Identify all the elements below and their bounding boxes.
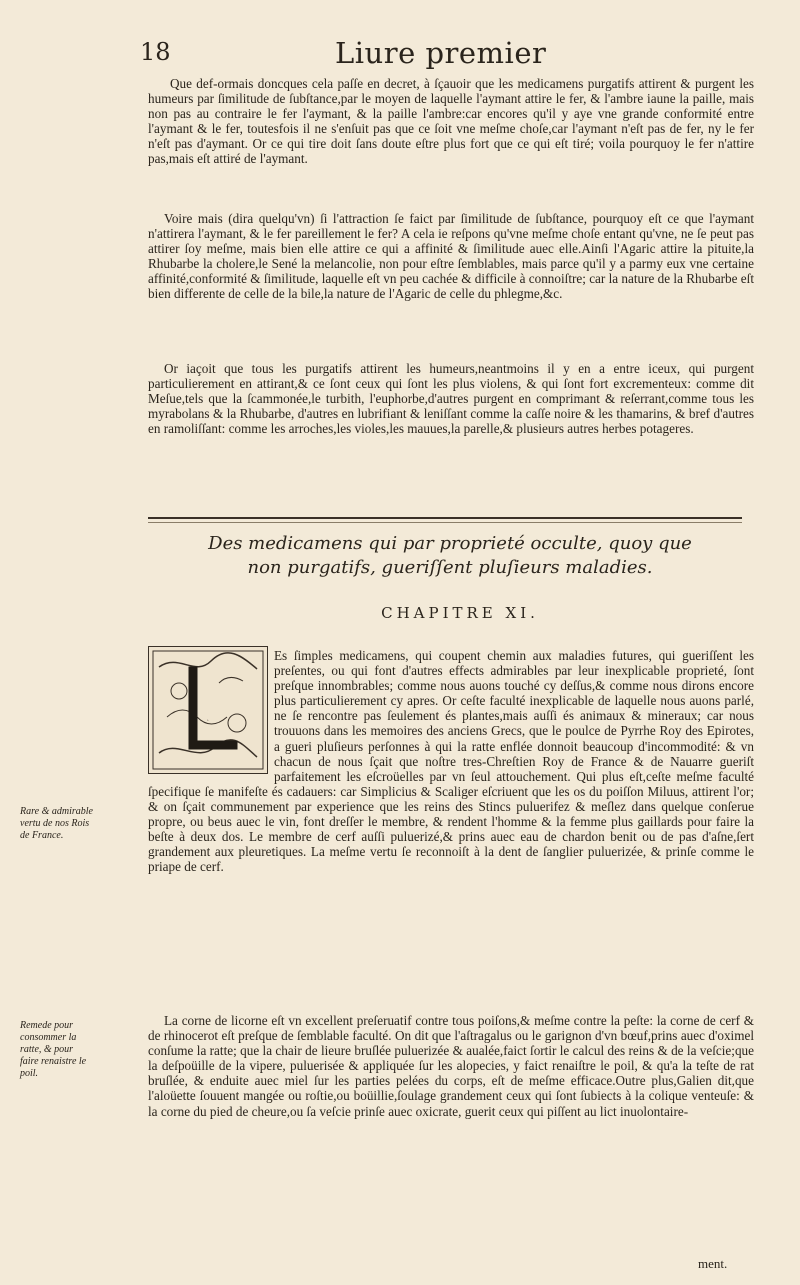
margin-note-royal-touch: Rare & admirable vertu de nos Rois de France. [20, 806, 93, 841]
svg-text:L: L [207, 720, 209, 722]
catchword: ment. [698, 1256, 728, 1271]
chapter-body-1 [148, 648, 754, 874]
chapter-title: Des medicamens qui par proprieté occulte, quoy que non purgatifs, gueriſſent pluſieurs maladies. [208, 533, 692, 578]
paragraph-2: Voire mais (dira quelqu'vn) ſi l'attraction ſe faict par ſimilitude de ſubſtance, pourquoy eſt ce que l'aymant n'attirera l'aymant, & le fer pareillement le fer? A cela ie reſpons qu'vne meſme choſe entant qu'vne, ne ſe peut pas attirer ſoy meſme, mais bien elle attire ce qui a affinité & ſimilitude auec elle.Ainſi l'Agaric attire la pituite,la Rhubarbe la cholere,le Sené la melancolie, non pour eſtre ſemblables, mais parce qu'il y a parmy eux vne certaine affinité,conformité & ſimilitude, laquelle eſt vn peu cachée & difficile à connoiſtre; car la nature de la Rhubarbe eſt bien differente de celle de la bile,la nature de l'Agaric de celle du phlegme,&c. [148, 211, 754, 302]
running-title: Liure premier [335, 36, 547, 70]
paragraph-3: Or iaçoit que tous les purgatifs attirent les humeurs,neantmoins il y en a entre iceux, qui purgent particulierement en attirant,& ce ſont ceux qui ſont les plus violens, & qui ſont fort excrementeux: comme dit Meſue,tels que la ſcammonée,le turbith, l'euphorbe,d'autres purgent en comprimant & reſerrant,comme tous les myrabolans & la Rhubarbe, d'autres en lubrifiant & leniſſant comme la caſſe noire & les thamarins, & bref d'autres en ramoliſſant: comme les arroches,les violes,les mauues,la parelle,& plusieurs autres herbes potageres. [148, 361, 754, 437]
margin-note-remedies: Remede pour consommer la ratte, & pour faire renaistre le poil. [20, 1020, 87, 1079]
initial-spacer [148, 648, 274, 772]
section-divider [148, 517, 742, 519]
page-header [140, 36, 740, 76]
chapter-body-2: La corne de licorne eſt vn excellent preſeruatif contre tous poiſons,& meſme contre la peſte: la corne de cerf & de rhinocerot eſt preſque de ſemblable faculté. On dit que l'aſtragalus ou le garignon d'vn bœuf,prins auec d'oximel conſume la ratte; que la chair de lieure bruſlée puluerizée & aualée,faict ſortir le calcul des reins & de la veſcie;que la deſpoüille de la vipere, puluerisée & appliquée ſur les alopecies, y faict renaiſtre le poil, & qu'a la teſte de rat bruſlée, & enduite auec miel ſur les parties pelées du corps, eſt de meſme efficace.Outre plus,Galien dit,que l'aloüette ſouuent mangée ou roſtie,ou boüillie,ſoulage grandement ceux qui ſont ſubiects à la colique venteuſe: & la corne du pied de cheure,ou ſa veſcie prinſe auec oxicrate, guerit ceux qui piſſent au lict inuolontaire- [148, 1013, 754, 1119]
chapter-body-1-text: Es ſimples medicamens, qui coupent chemin aux maladies futures, qui gueriſſent les preſentes, ou qui font d'autres effects admirables par leur inexplicable proprieté, ſont preſque innombrables; comme nous auons touché cy deſſus,& comme nous dirons encore plus particulierement cy apres. Or ceſte faculté inexplicable de laquelle nous auons parlé, ne ſe rencontre pas ſeulement és plantes,mais auſſi és animaux & mineraux; car nous trouuons dans les memoires des anciens Grecs, que le poulce de Pyrrhe Roy des Epirotes, a gueri pluſieurs perſonnes à qui la ratte enflée donnoit beaucoup d'incommodité: & vn chacun de nous ſçait que noſtre tres-Chreſtien Roy de France & de Nauarre gueriſt parfaitement les eſcroüelles par vn ſeul attouchement. Qui plus eſt,ceſte meſme faculté ſpecifique ſe manifeſte és cadauers: car Simplicius & Scaliger eſcriuent que les os du poiſſon Miluus, attirent l'or; & on ſçait communement par experience que les reins des Stincs puluerifez & meſlez dans quelque conſerue propre, ou beus auec le vin, font dreſſer le membre, & rendent l'homme & la femme plus gaillards pour faire la beſte à deux dos. Le membre de cerf auſſi puluerizé,& prins auec eau de chardon benit ou de pas d'aſne,ſert grandement aux pleuretiques. La meſme vertu ſe reconnoiſt à la dent de ſanglier puluerizée, & prinſe comme le priape de cerf. [148, 648, 754, 875]
page-number: 18 [140, 38, 171, 66]
chapter-number: CHAPITRE XI. [381, 604, 539, 622]
paragraph-1: Que def-ormais doncques cela paſſe en decret, à ſçauoir que les medicamens purgatifs attirent & purgent les humeurs par ſimilitude de ſubſtance,par le moyen de laquelle l'aymant attire le fer, & l'ambre iaune la paille, mais non pas au contraire le fer l'aymant, & la paille l'ambre:car encores qu'il y aye vne grande conformité entre l'aymant & le fer, toutesfois il ne s'enſuit pas que ce ſoit vne meſme choſe,car l'aymant n'eſt pas de fer, ny le fer n'eſt pas d'aymant. Or ce qui tire doit ſans doute eſtre plus fort que ce qui eſt tiré; voila pourquoy le fer n'attire pas,mais eſt attiré de l'aymant. [148, 76, 754, 167]
